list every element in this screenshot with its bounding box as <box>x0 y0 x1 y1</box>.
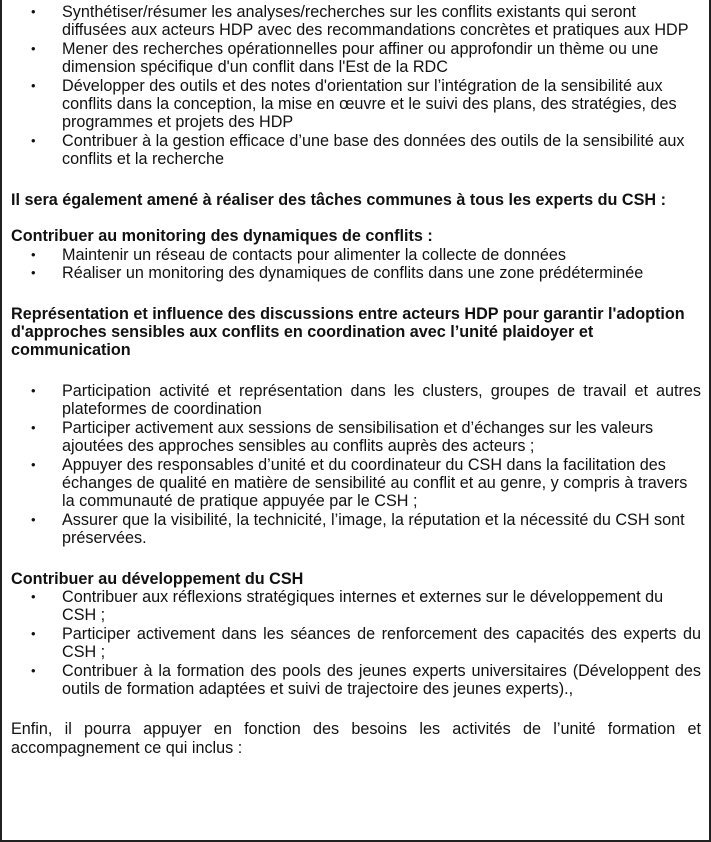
list-item-text: Participation activité et représentation dans les clusters, groupes de travail et autres plateformes de coordination <box>62 381 701 419</box>
bullet-icon: • <box>31 265 36 281</box>
list-item <box>31 587 701 625</box>
list-item-text: Assurer que la visibilité, la technicité, l’image, la réputation et la nécessité du CSH sont préservées. <box>62 510 685 548</box>
bullet-icon: • <box>31 456 36 472</box>
spacer <box>11 209 701 227</box>
list-item-text: Contribuer à la gestion efficace d’une base des données des outils de la sensibilité aux conflits et la recherche <box>62 131 685 169</box>
list-item <box>31 76 701 132</box>
representation-heading: Représentation et influence des discussions entre acteurs HDP pour garantir l'adoption d'approches sensibles aux conflits en coordination avec l’unité plaidoyer et communication <box>11 304 685 360</box>
closing-paragraph: Enfin, il pourra appuyer en fonction des besoins les activités de l’unité formation et accompagnement ce qui inclus : <box>11 720 701 757</box>
representation-list <box>11 382 701 548</box>
development-heading: Contribuer au développement du CSH <box>11 569 304 588</box>
spacer <box>11 698 701 720</box>
list-item <box>31 455 701 511</box>
monitoring-heading: Contribuer au monitoring des dynamiques de conflits : <box>11 227 433 246</box>
bullet-icon: • <box>31 40 36 56</box>
spacer <box>11 283 701 305</box>
list-item <box>31 418 701 456</box>
bullet-icon: • <box>31 588 36 604</box>
list-item-text: Participer activement dans les séances de renforcement des capacités des experts du CSH ; <box>62 624 701 662</box>
spacer <box>11 169 701 191</box>
list-item <box>31 381 701 419</box>
bullet-icon: • <box>31 246 36 262</box>
list-item <box>31 3 701 40</box>
list-item-text: Mener des recherches opérationnelles pour affiner ou approfondir un thème ou une dimension spécifique d'un conflit dans l'Est de la RDC <box>62 39 659 77</box>
list-item-text: Maintenir un réseau de contacts pour alimenter la collecte de données <box>62 245 566 264</box>
list-item-text: Contribuer à la formation des pools des jeunes experts universitaires (Développent des outils de formation adaptées et suivi de trajectoire des jeunes experts)., <box>62 661 701 698</box>
list-item <box>31 39 701 77</box>
bullet-icon: • <box>31 419 36 435</box>
bullet-icon: • <box>31 4 36 19</box>
spacer <box>11 360 701 382</box>
list-item-text: Contribuer aux réflexions stratégiques internes et externes sur le développement du CSH ; <box>62 587 664 625</box>
bullet-icon: • <box>31 662 36 678</box>
bullet-icon: • <box>31 625 36 641</box>
list-item-text: Réaliser un monitoring des dynamiques de conflits dans une zone prédéterminée <box>62 264 644 283</box>
list-item <box>31 131 701 169</box>
bullet-icon: • <box>31 511 36 527</box>
list-item-text: Synthétiser/résumer les analyses/recherches sur les conflits existants qui seront diffusées aux acteurs HDP avec des recommandations concrètes et pratiques aux HDP <box>62 3 689 40</box>
bullet-icon: • <box>31 77 36 93</box>
monitoring-list <box>11 246 701 283</box>
list-item <box>31 661 701 699</box>
list-item <box>31 510 701 548</box>
list-item <box>31 264 701 283</box>
bullet-icon: • <box>31 382 36 398</box>
list-item-text: Développer des outils et des notes d'orientation sur l’intégration de la sensibilité aux conflits dans la conception, la mise en œuvre et le suivi des plans, des stratégies, des programmes et projets des HDP <box>62 76 677 132</box>
spacer <box>11 548 701 570</box>
list-item <box>31 624 701 662</box>
research-tasks-list <box>11 3 701 169</box>
list-item <box>31 245 701 264</box>
bullet-icon: • <box>31 132 36 148</box>
common-tasks-intro: Il sera également amené à réaliser des tâches communes à tous les experts du CSH : <box>11 190 666 209</box>
development-list <box>11 588 701 698</box>
list-item-text: Appuyer des responsables d’unité et du coordinateur du CSH dans la facilitation des échanges de qualité en matière de sensibilité au conflit et au genre, y compris à travers la communauté de pratique appuyée par le CSH ; <box>62 455 688 511</box>
list-item-text: Participer activement aux sessions de sensibilisation et d’échanges sur les valeurs ajoutées des approches sensibles au conflits auprès des acteurs ; <box>62 418 654 456</box>
